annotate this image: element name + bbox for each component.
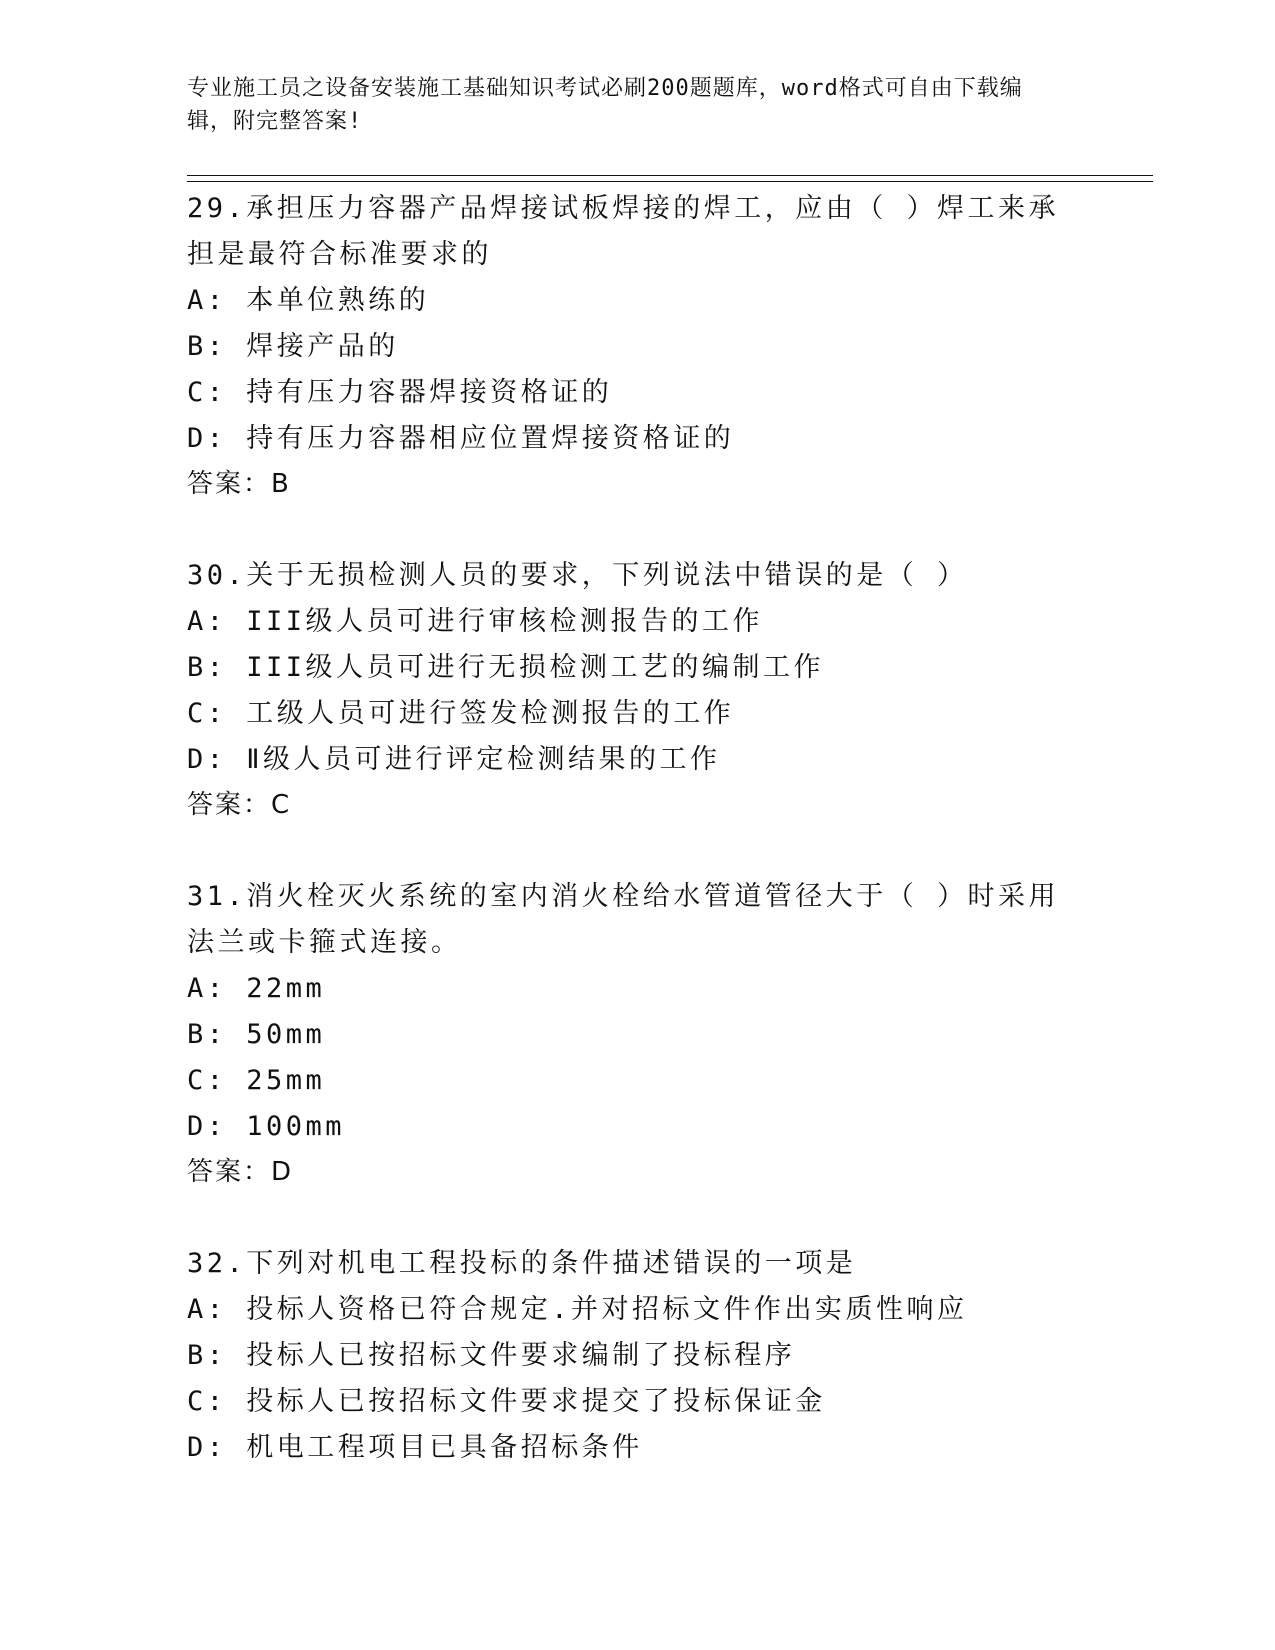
option-c: C: 工级人员可进行签发检测报告的工作 (187, 698, 735, 729)
option-d: D: Ⅱ级人员可进行评定检测结果的工作 (187, 744, 721, 775)
question-32 (187, 1241, 1087, 1471)
option-a: A: 22mm (187, 973, 326, 1004)
question-stem: 30.关于无损检测人员的要求，下列说法中错误的是（ ） (187, 560, 968, 591)
option-d: D: 100mm (187, 1111, 346, 1142)
option-c: C: 持有压力容器焊接资格证的 (187, 377, 613, 408)
option-a: A: 本单位熟练的 (187, 285, 430, 316)
option-b: B: 50mm (187, 1019, 326, 1050)
option-c: C: 投标人已按招标文件要求提交了投标保证金 (187, 1386, 826, 1417)
question-stem: 32.下列对机电工程投标的条件描述错误的一项是 (187, 1248, 857, 1279)
answer-line: 答案：D (187, 1157, 294, 1187)
question-list (187, 186, 1087, 1517)
answer-line: 答案：C (187, 790, 292, 820)
option-a: A: III级人员可进行审核检测报告的工作 (187, 606, 764, 637)
option-b: B: 焊接产品的 (187, 331, 399, 362)
document-intro: 专业施工员之设备安装施工基础知识考试必刷200题题库，word格式可自由下载编辑，附完整答案! (187, 76, 1023, 134)
question-stem: 29.承担压力容器产品焊接试板焊接的焊工，应由（ ）焊工来承担是最符合标准要求的 (187, 193, 1060, 270)
option-b: B: 投标人已按招标文件要求编制了投标程序 (187, 1340, 796, 1371)
question-29 (187, 186, 1087, 507)
option-c: C: 25mm (187, 1065, 326, 1096)
header-divider-bottom (187, 181, 1153, 182)
option-d: D: 机电工程项目已具备招标条件 (187, 1432, 643, 1463)
question-stem: 31.消火栓灭火系统的室内消火栓给水管道管径大于（ ）时采用法兰或卡箍式连接。 (187, 881, 1060, 958)
option-a: A: 投标人资格已符合规定.并对招标文件作出实质性响应 (187, 1294, 968, 1325)
question-30 (187, 553, 1087, 828)
answer-line: 答案：B (187, 469, 291, 499)
option-d: D: 持有压力容器相应位置焊接资格证的 (187, 423, 735, 454)
question-31 (187, 874, 1087, 1195)
option-b: B: III级人员可进行无损检测工艺的编制工作 (187, 652, 825, 683)
header-divider-top (187, 175, 1153, 176)
